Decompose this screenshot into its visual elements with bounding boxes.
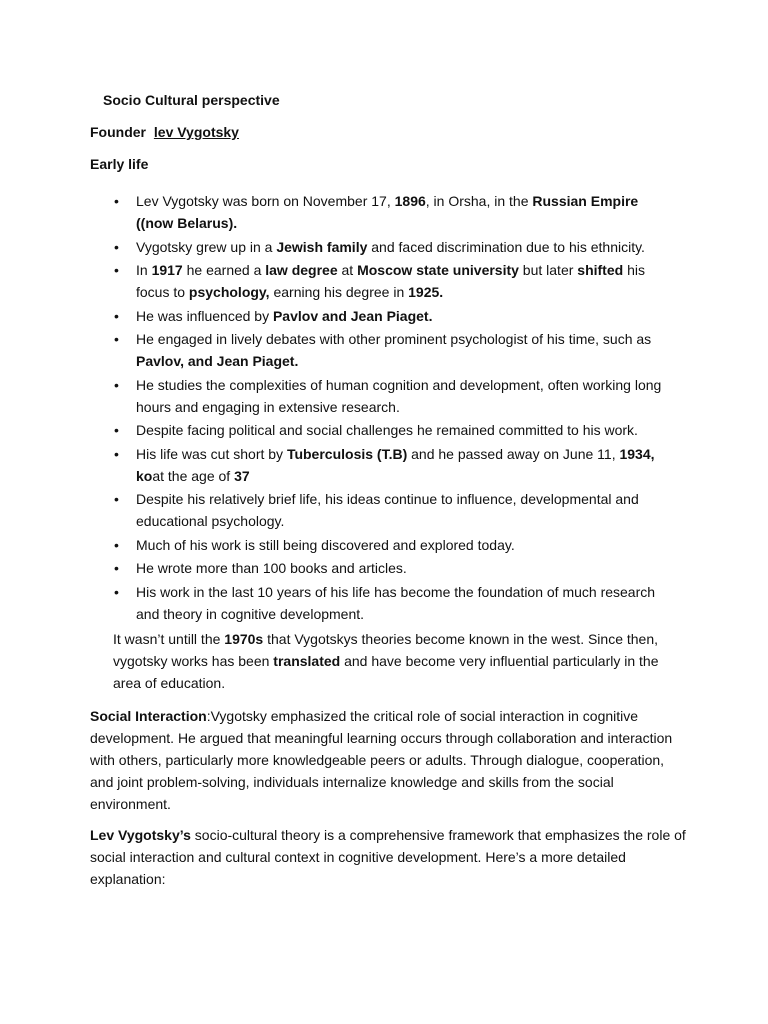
- list-item-bold: Pavlov, and Jean Piaget.: [136, 353, 299, 369]
- founder-name: lev Vygotsky: [153, 124, 239, 140]
- list-item-bold: 1896: [394, 193, 426, 209]
- early-life-list: [107, 190, 677, 626]
- list-item-text: Much of his work is still being discovered and explored today.: [136, 536, 515, 553]
- founder-label: Founder: [90, 124, 146, 140]
- list-item-bold: Tuberculosis (T.B): [286, 445, 408, 462]
- list-item-text: earning his degree in: [269, 284, 409, 300]
- list-item-bold: 1934, ko: [136, 445, 655, 484]
- list-item-text: His work in the last 10 years of his life has become the foundation of much research and theory in cognitive development.: [136, 583, 656, 622]
- list-item: [107, 190, 677, 234]
- list-item-text: He was influenced by: [136, 307, 273, 324]
- list-item-text: but later: [518, 262, 578, 278]
- list-item-text: Despite his relatively brief life, his ideas continue to influence, developmental and educational psychology.: [136, 491, 639, 529]
- list-item-bold: law degree: [265, 262, 338, 278]
- list-item-text: Despite facing political and social challenges he remained committed to his work.: [136, 422, 638, 438]
- list-item-text: His life was cut short by: [136, 445, 287, 462]
- list-item: [107, 443, 677, 487]
- list-item-text: and he passed away on June 11,: [407, 445, 620, 462]
- list-item-bold: psychology,: [188, 284, 270, 300]
- paragraph-bold: Lev Vygotsky’s: [90, 827, 191, 843]
- list-item: [107, 419, 677, 441]
- list-item-text: and faced discrimination due to his ethnicity.: [367, 238, 645, 255]
- list-item-text: He engaged in lively debates with other prominent psychologist of his time, such as: [136, 331, 652, 347]
- paragraph-text: and have become very influential particularly in the area of education.: [113, 653, 659, 691]
- list-item-bold: Russian Empire ((now Belarus).: [136, 193, 639, 231]
- list-item: [107, 236, 677, 258]
- list-item-bold: 1925.: [408, 284, 444, 300]
- paragraph-bold: Social Interaction: [90, 708, 207, 724]
- list-item: [107, 259, 677, 303]
- paragraph-bold: translated: [273, 653, 341, 669]
- list-item: [107, 581, 677, 625]
- list-item-text: He studies the complexities of human cognition and development, often working long hours and engaging in extensive research.: [136, 376, 662, 415]
- list-item-text: Lev Vygotsky was born on November 17,: [136, 193, 395, 209]
- paragraph-text: It wasn’t untill the: [113, 631, 225, 647]
- list-item-bold: Pavlov and Jean Piaget.: [272, 307, 433, 324]
- document-title: Socio Cultural perspective: [103, 92, 280, 108]
- list-item: [107, 488, 677, 532]
- list-item: [107, 374, 677, 418]
- list-item-text: his focus to: [136, 262, 645, 300]
- early-life-heading: Early life: [90, 156, 149, 172]
- paragraph-bold: 1970s: [224, 631, 264, 647]
- list-item-bold: shifted: [577, 262, 624, 278]
- list-item-text: In: [136, 262, 152, 278]
- list-item-text: he earned a: [182, 262, 266, 278]
- paragraph-social-interaction: [90, 705, 686, 815]
- list-item-text: at the age of: [152, 467, 235, 484]
- paragraph-1970s: [113, 628, 685, 694]
- paragraph-text: :Vygotsky emphasized the critical role of social interaction in cognitive development. He argued that meaningful learning occurs through collaboration and interaction with others, particularly more knowledgeable peers or adults. Through dialogue, cooperation, and joint problem-solving, individuals internalize knowledge and skills from the social environment.: [90, 708, 673, 812]
- list-item-bold: Moscow state university: [357, 262, 519, 278]
- list-item-text: He wrote more than 100 books and articles.: [136, 560, 407, 576]
- paragraph-socio-cultural-theory: [90, 824, 686, 890]
- list-item-text: at: [337, 262, 358, 278]
- list-item-text: , in Orsha, in the: [425, 193, 533, 209]
- list-item-bold: Jewish family: [276, 238, 368, 255]
- list-item-bold: 1917: [151, 262, 183, 278]
- list-item: [107, 328, 677, 372]
- paragraph-text: socio-cultural theory is a comprehensive framework that emphasizes the role of social interaction and cultural context in cognitive development. Here’s a more detailed explanation:: [90, 827, 686, 887]
- list-item-text: Vygotsky grew up in a: [136, 238, 277, 255]
- list-item: [107, 557, 677, 579]
- founder-line: [90, 124, 239, 140]
- list-item: [107, 534, 677, 556]
- paragraph-text: that Vygotskys theories become known in the west. Since then, vygotsky works has been: [113, 631, 659, 669]
- list-item-bold: 37: [234, 467, 250, 484]
- list-item: [107, 305, 677, 327]
